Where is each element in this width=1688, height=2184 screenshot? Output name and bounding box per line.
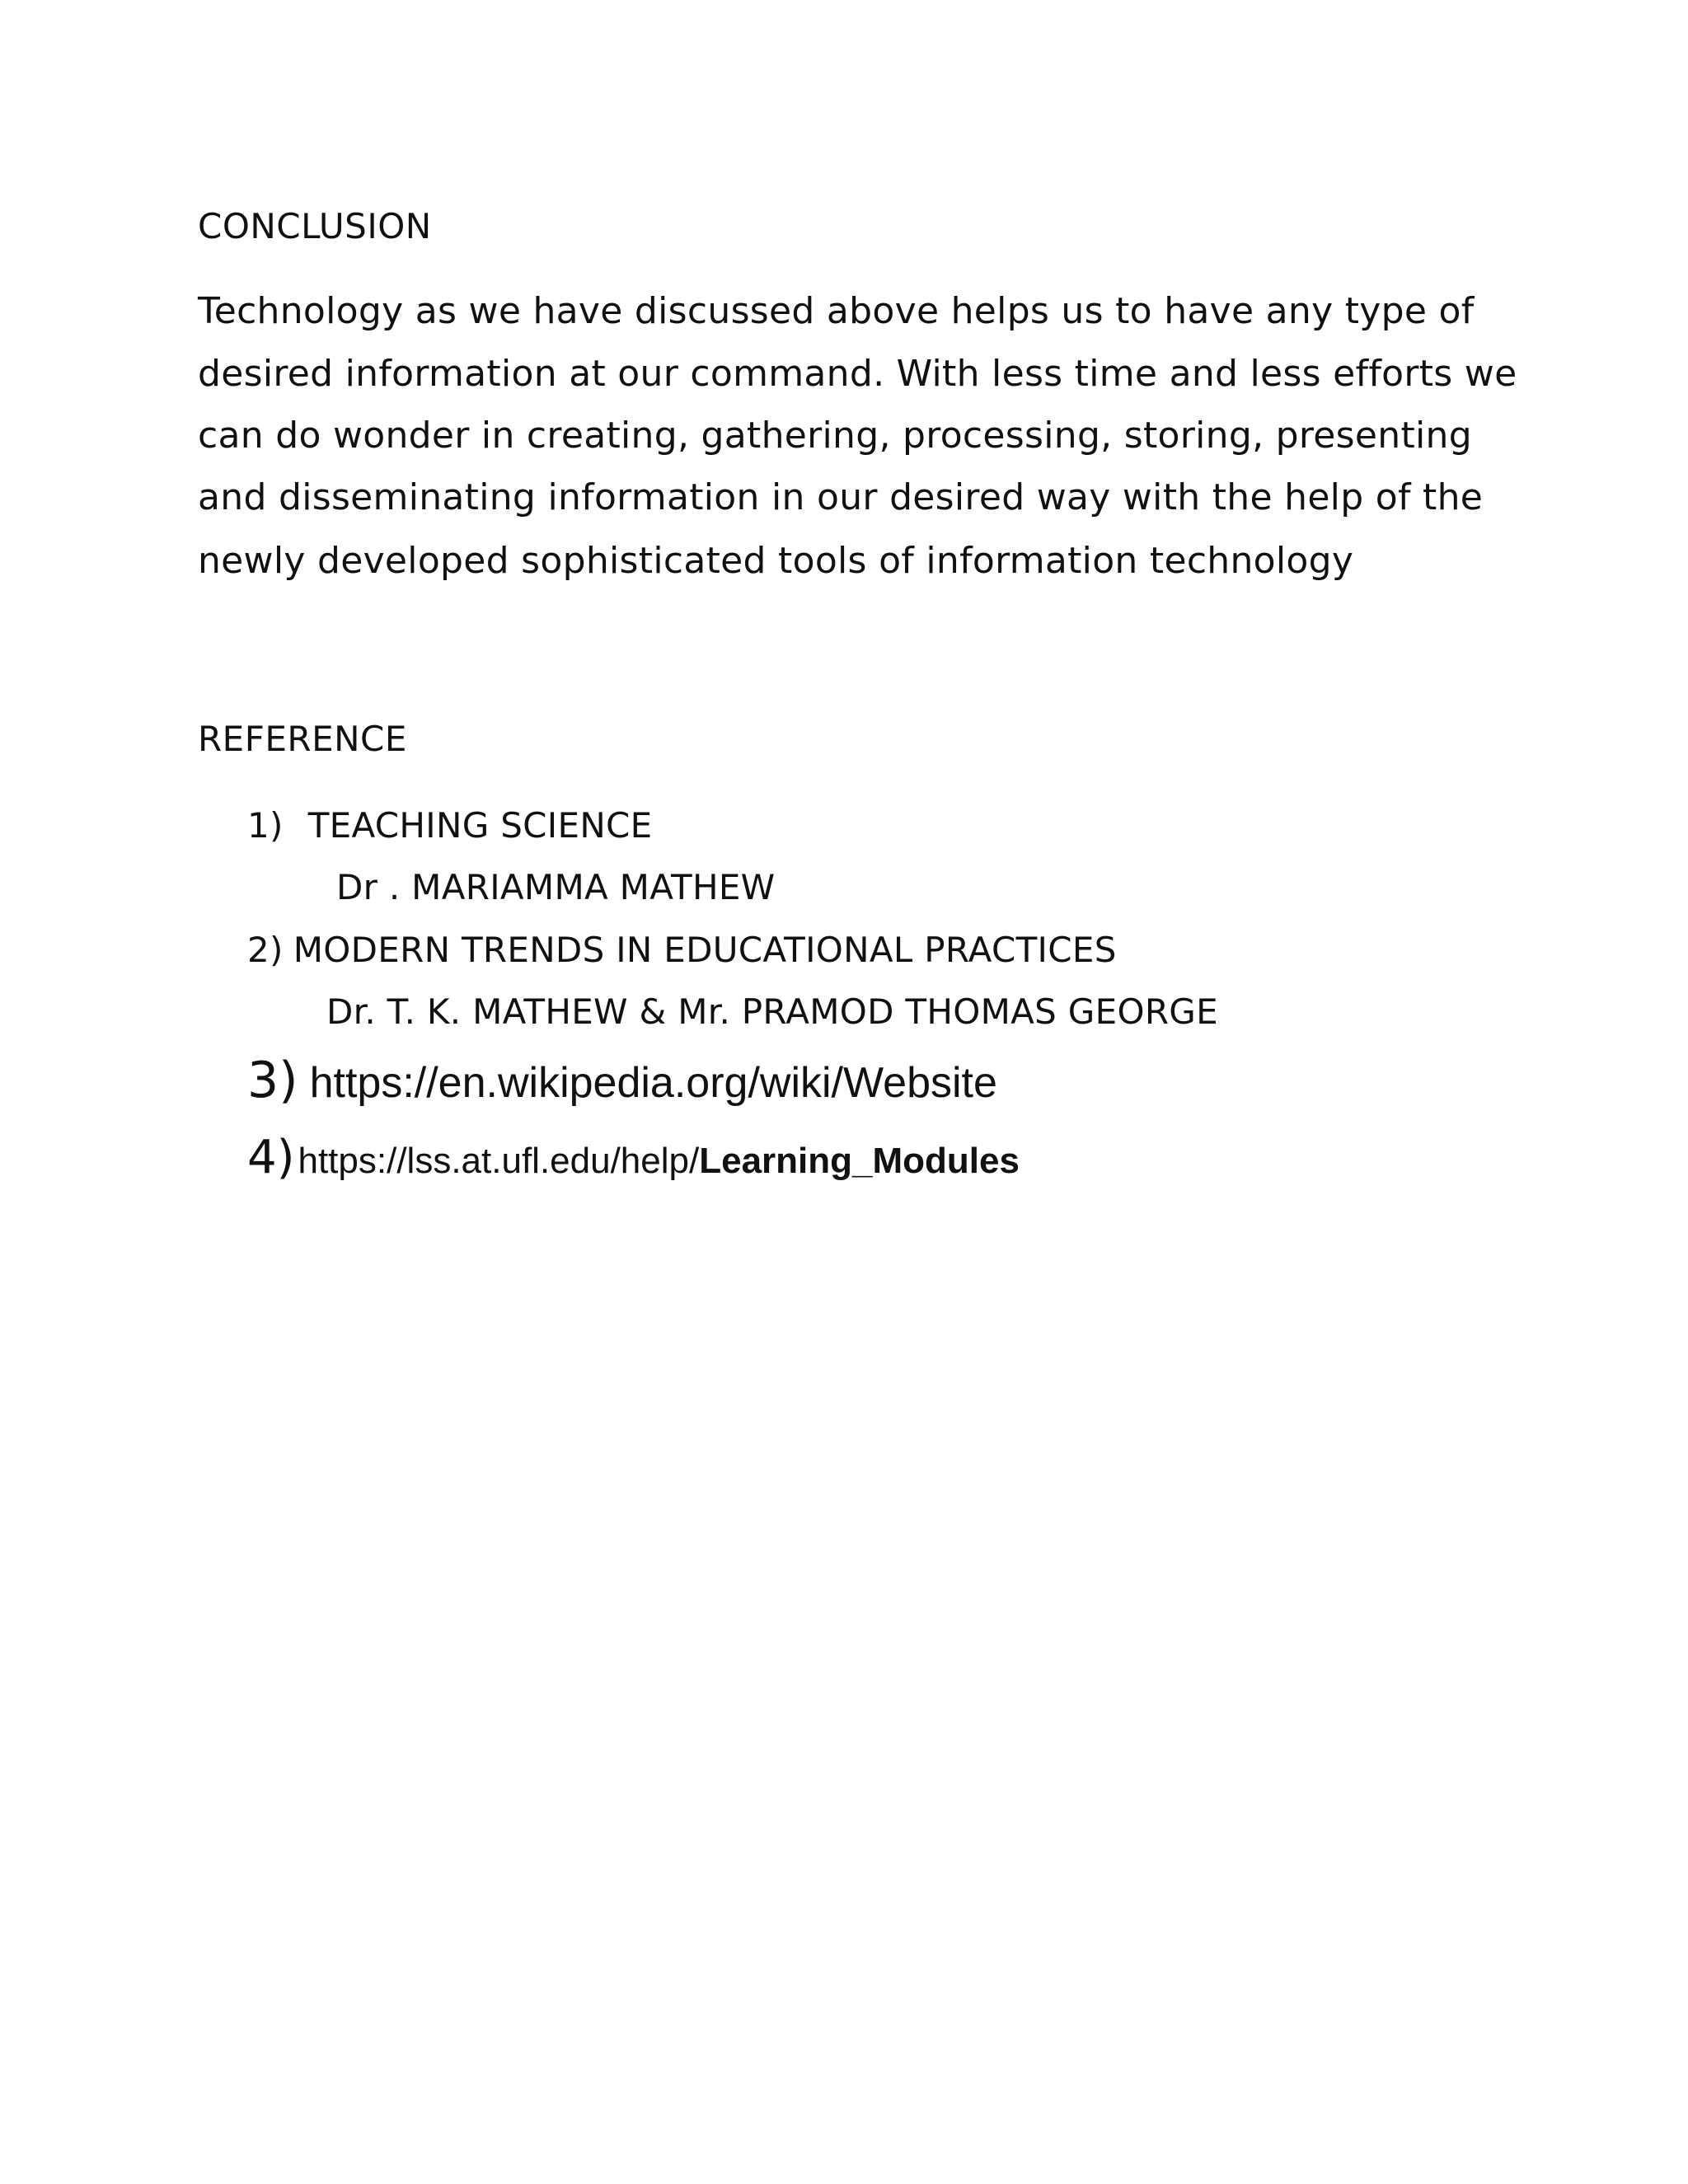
reference-url-bold: Learning_Modules [699,1141,1020,1181]
reference-heading: REFERENCE [198,719,407,759]
conclusion-line: and disseminating information in our desired way with the help of the [198,476,1484,518]
reference-item [247,1052,997,1109]
conclusion-line: newly developed sophisticated tools of information technology [198,540,1354,582]
reference-number: 3) [247,1052,298,1109]
reference-title: TEACHING SCIENCE [307,805,653,846]
conclusion-line: Technology as we have discussed above helps us to have any type of [198,290,1475,332]
reference-number: 2) [247,930,284,970]
conclusion-line: desired information at our command. With less time and less efforts we [198,353,1517,395]
reference-title: MODERN TRENDS IN EDUCATIONAL PRACTICES [293,930,1117,970]
reference-number: 1) [247,805,284,846]
reference-author: Dr . MARIAMMA MATHEW [336,867,776,907]
conclusion-heading: CONCLUSION [198,206,432,246]
reference-author: Dr. T. K. MATHEW & Mr. PRAMOD THOMAS GEORGE [326,991,1218,1032]
reference-number: 4) [247,1131,295,1184]
reference-url-prefix: https://lss.at.ufl.edu/help/ [298,1141,700,1181]
reference-item [247,805,653,846]
reference-item [247,930,1117,970]
reference-url: https://en.wikipedia.org/wiki/Website [309,1059,997,1107]
reference-item [247,1131,1020,1184]
conclusion-line: can do wonder in creating, gathering, processing, storing, presenting [198,415,1472,457]
